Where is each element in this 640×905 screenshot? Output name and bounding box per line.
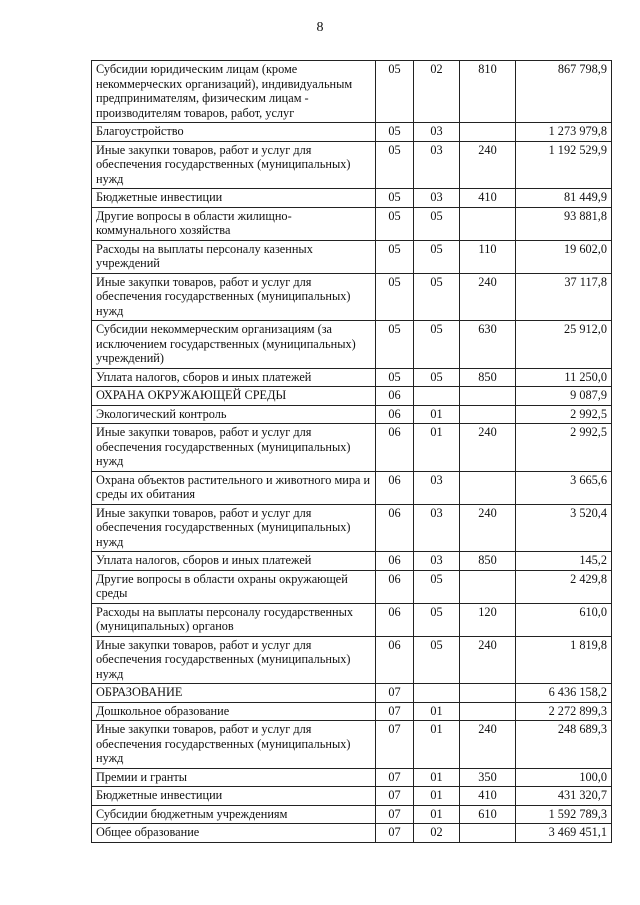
- expense-type-cell: 240: [460, 636, 516, 684]
- expense-type-cell: 350: [460, 768, 516, 787]
- row-name-cell: Иные закупки товаров, работ и услуг для обеспечения государственных (муниципальных) нужд: [92, 273, 376, 321]
- amount-cell: 2 992,5: [516, 424, 612, 472]
- amount-cell: 1 592 789,3: [516, 805, 612, 824]
- expense-type-cell: [460, 207, 516, 240]
- expense-type-cell: [460, 387, 516, 406]
- expense-type-cell: 240: [460, 721, 516, 769]
- amount-cell: 9 087,9: [516, 387, 612, 406]
- expense-type-cell: [460, 123, 516, 142]
- section-code-cell: 06: [376, 603, 414, 636]
- table-row: [92, 61, 612, 123]
- table-row: [92, 424, 612, 472]
- row-name-cell: Общее образование: [92, 824, 376, 843]
- subsection-code-cell: 01: [414, 424, 460, 472]
- table-row: [92, 123, 612, 142]
- expense-type-cell: 120: [460, 603, 516, 636]
- row-name-cell: Охрана объектов растительного и животного мира и среды их обитания: [92, 471, 376, 504]
- amount-cell: 81 449,9: [516, 189, 612, 208]
- section-code-cell: 05: [376, 189, 414, 208]
- expense-type-cell: [460, 570, 516, 603]
- row-name-cell: Субсидии юридическим лицам (кроме некоммерческих организаций), индивидуальным предпринимателям, физическим лицам - производителям товаров, работ, услуг: [92, 61, 376, 123]
- section-code-cell: 05: [376, 368, 414, 387]
- section-code-cell: 06: [376, 387, 414, 406]
- section-code-cell: 05: [376, 61, 414, 123]
- amount-cell: 93 881,8: [516, 207, 612, 240]
- expense-type-cell: 810: [460, 61, 516, 123]
- section-code-cell: 06: [376, 570, 414, 603]
- subsection-code-cell: 05: [414, 368, 460, 387]
- table-row: [92, 189, 612, 208]
- table-row: [92, 636, 612, 684]
- section-code-cell: 07: [376, 768, 414, 787]
- amount-cell: 3 520,4: [516, 504, 612, 552]
- section-code-cell: 05: [376, 240, 414, 273]
- section-code-cell: 05: [376, 123, 414, 142]
- row-name-cell: Благоустройство: [92, 123, 376, 142]
- row-name-cell: Субсидии бюджетным учреждениям: [92, 805, 376, 824]
- row-name-cell: Иные закупки товаров, работ и услуг для обеспечения государственных (муниципальных) нужд: [92, 424, 376, 472]
- table-row: [92, 684, 612, 703]
- expense-type-cell: [460, 824, 516, 843]
- row-name-cell: Бюджетные инвестиции: [92, 787, 376, 806]
- amount-cell: 145,2: [516, 552, 612, 571]
- row-name-cell: Субсидии некоммерческим организациям (за исключением государственных (муниципальных) учреждений): [92, 321, 376, 369]
- table-row: [92, 805, 612, 824]
- row-name-cell: Премии и гранты: [92, 768, 376, 787]
- amount-cell: 37 117,8: [516, 273, 612, 321]
- table-row: [92, 787, 612, 806]
- table-row: [92, 321, 612, 369]
- row-name-cell: Иные закупки товаров, работ и услуг для обеспечения государственных (муниципальных) нужд: [92, 141, 376, 189]
- table-row: [92, 570, 612, 603]
- expense-type-cell: [460, 684, 516, 703]
- expense-type-cell: 410: [460, 189, 516, 208]
- section-code-cell: 05: [376, 321, 414, 369]
- subsection-code-cell: 01: [414, 787, 460, 806]
- table-row: [92, 471, 612, 504]
- expense-type-cell: 240: [460, 141, 516, 189]
- section-code-cell: 05: [376, 207, 414, 240]
- expense-type-cell: 850: [460, 368, 516, 387]
- table-row: [92, 273, 612, 321]
- table-row: [92, 207, 612, 240]
- table-row: [92, 368, 612, 387]
- row-name-cell: Дошкольное образование: [92, 702, 376, 721]
- row-name-cell: Иные закупки товаров, работ и услуг для обеспечения государственных (муниципальных) нужд: [92, 636, 376, 684]
- page-number: 8: [316, 20, 324, 35]
- amount-cell: 431 320,7: [516, 787, 612, 806]
- section-code-cell: 06: [376, 636, 414, 684]
- amount-cell: 1 192 529,9: [516, 141, 612, 189]
- table-row: [92, 768, 612, 787]
- row-name-cell: ОХРАНА ОКРУЖАЮЩЕЙ СРЕДЫ: [92, 387, 376, 406]
- amount-cell: 3 469 451,1: [516, 824, 612, 843]
- row-name-cell: Иные закупки товаров, работ и услуг для обеспечения государственных (муниципальных) нужд: [92, 721, 376, 769]
- subsection-code-cell: 05: [414, 570, 460, 603]
- subsection-code-cell: 05: [414, 273, 460, 321]
- budget-table: [91, 60, 612, 843]
- subsection-code-cell: 02: [414, 824, 460, 843]
- section-code-cell: 06: [376, 552, 414, 571]
- table-row: [92, 824, 612, 843]
- expense-type-cell: 240: [460, 424, 516, 472]
- amount-cell: 2 272 899,3: [516, 702, 612, 721]
- subsection-code-cell: 03: [414, 504, 460, 552]
- subsection-code-cell: 05: [414, 603, 460, 636]
- budget-table-body: [92, 61, 612, 843]
- table-row: [92, 240, 612, 273]
- amount-cell: 11 250,0: [516, 368, 612, 387]
- amount-cell: 1 819,8: [516, 636, 612, 684]
- amount-cell: 2 992,5: [516, 405, 612, 424]
- amount-cell: 867 798,9: [516, 61, 612, 123]
- expense-type-cell: 850: [460, 552, 516, 571]
- expense-type-cell: 410: [460, 787, 516, 806]
- row-name-cell: ОБРАЗОВАНИЕ: [92, 684, 376, 703]
- section-code-cell: 07: [376, 702, 414, 721]
- expense-type-cell: [460, 405, 516, 424]
- subsection-code-cell: 02: [414, 61, 460, 123]
- amount-cell: 19 602,0: [516, 240, 612, 273]
- subsection-code-cell: 01: [414, 805, 460, 824]
- subsection-code-cell: 03: [414, 141, 460, 189]
- row-name-cell: Расходы на выплаты персоналу казенных учреждений: [92, 240, 376, 273]
- subsection-code-cell: [414, 684, 460, 703]
- expense-type-cell: 240: [460, 504, 516, 552]
- amount-cell: 25 912,0: [516, 321, 612, 369]
- subsection-code-cell: 05: [414, 240, 460, 273]
- row-name-cell: Экологический контроль: [92, 405, 376, 424]
- table-row: [92, 405, 612, 424]
- section-code-cell: 07: [376, 787, 414, 806]
- amount-cell: 100,0: [516, 768, 612, 787]
- section-code-cell: 07: [376, 721, 414, 769]
- row-name-cell: Расходы на выплаты персоналу государственных (муниципальных) органов: [92, 603, 376, 636]
- expense-type-cell: 110: [460, 240, 516, 273]
- row-name-cell: Иные закупки товаров, работ и услуг для обеспечения государственных (муниципальных) нужд: [92, 504, 376, 552]
- subsection-code-cell: 03: [414, 471, 460, 504]
- amount-cell: 3 665,6: [516, 471, 612, 504]
- expense-type-cell: [460, 702, 516, 721]
- row-name-cell: Уплата налогов, сборов и иных платежей: [92, 368, 376, 387]
- amount-cell: 248 689,3: [516, 721, 612, 769]
- expense-type-cell: [460, 471, 516, 504]
- section-code-cell: 06: [376, 424, 414, 472]
- row-name-cell: Другие вопросы в области охраны окружающей среды: [92, 570, 376, 603]
- subsection-code-cell: 01: [414, 405, 460, 424]
- expense-type-cell: 630: [460, 321, 516, 369]
- table-row: [92, 603, 612, 636]
- table-row: [92, 552, 612, 571]
- amount-cell: 1 273 979,8: [516, 123, 612, 142]
- section-code-cell: 07: [376, 805, 414, 824]
- subsection-code-cell: 05: [414, 636, 460, 684]
- subsection-code-cell: 05: [414, 321, 460, 369]
- section-code-cell: 06: [376, 471, 414, 504]
- subsection-code-cell: 01: [414, 768, 460, 787]
- subsection-code-cell: [414, 387, 460, 406]
- subsection-code-cell: 03: [414, 552, 460, 571]
- amount-cell: 6 436 158,2: [516, 684, 612, 703]
- section-code-cell: 05: [376, 273, 414, 321]
- section-code-cell: 07: [376, 824, 414, 843]
- subsection-code-cell: 03: [414, 189, 460, 208]
- table-row: [92, 387, 612, 406]
- table-row: [92, 721, 612, 769]
- amount-cell: 610,0: [516, 603, 612, 636]
- expense-type-cell: 610: [460, 805, 516, 824]
- table-row: [92, 504, 612, 552]
- amount-cell: 2 429,8: [516, 570, 612, 603]
- subsection-code-cell: 01: [414, 721, 460, 769]
- section-code-cell: 06: [376, 405, 414, 424]
- row-name-cell: Другие вопросы в области жилищно-коммунального хозяйства: [92, 207, 376, 240]
- table-row: [92, 141, 612, 189]
- subsection-code-cell: 03: [414, 123, 460, 142]
- section-code-cell: 06: [376, 504, 414, 552]
- expense-type-cell: 240: [460, 273, 516, 321]
- subsection-code-cell: 05: [414, 207, 460, 240]
- subsection-code-cell: 01: [414, 702, 460, 721]
- section-code-cell: 07: [376, 684, 414, 703]
- table-row: [92, 702, 612, 721]
- section-code-cell: 05: [376, 141, 414, 189]
- row-name-cell: Бюджетные инвестиции: [92, 189, 376, 208]
- row-name-cell: Уплата налогов, сборов и иных платежей: [92, 552, 376, 571]
